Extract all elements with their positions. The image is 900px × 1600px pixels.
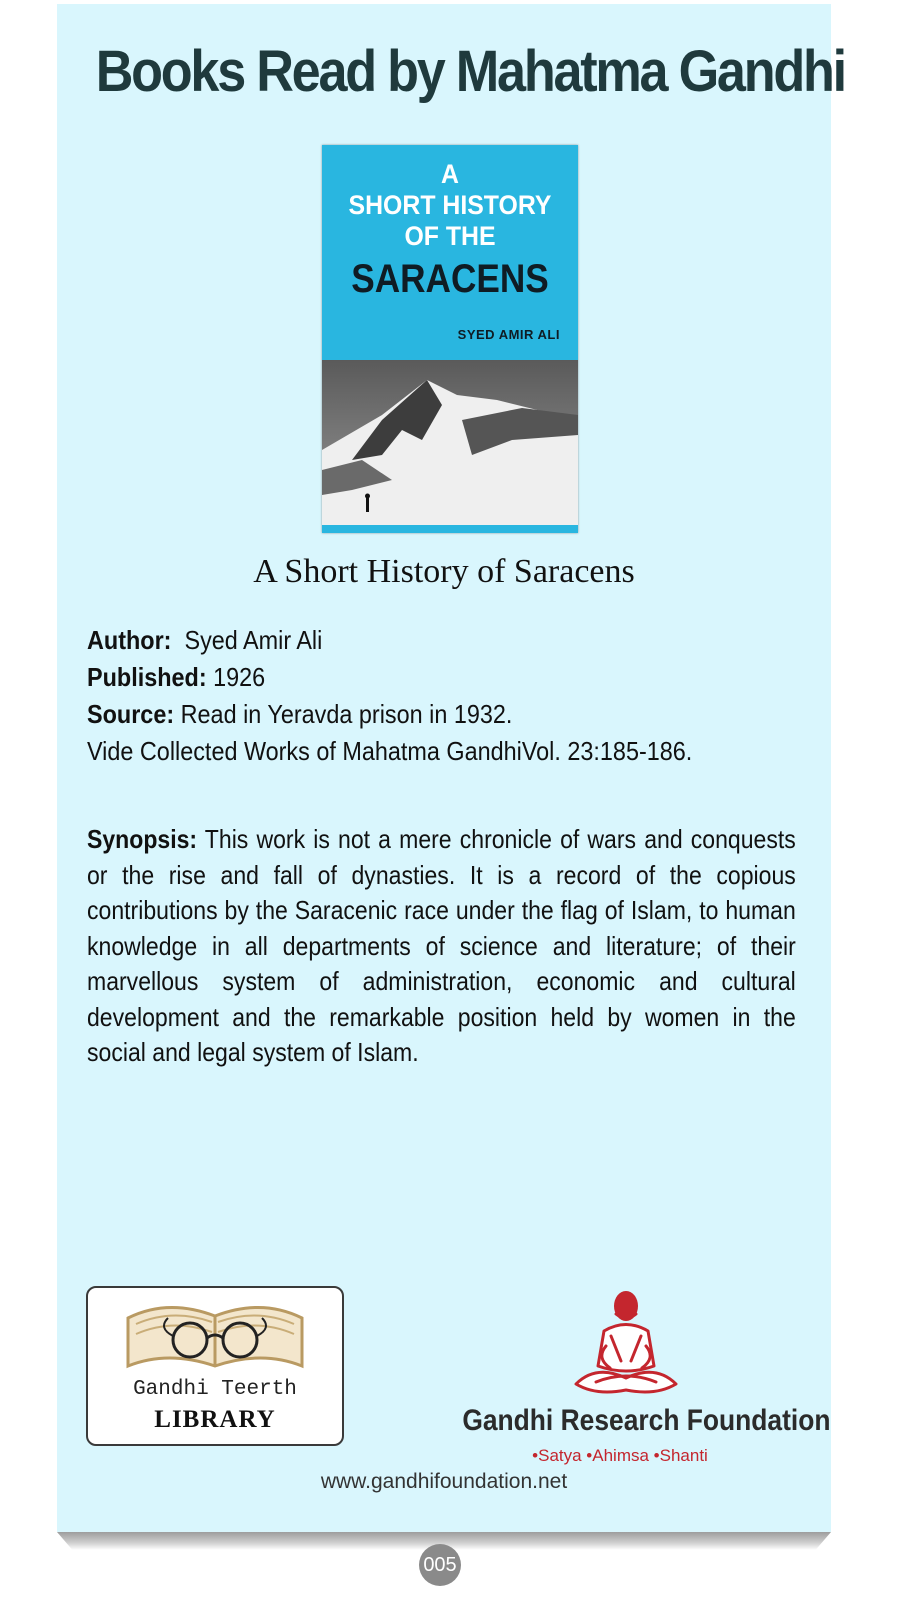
page-title: Books Read by Mahatma Gandhi	[95, 39, 845, 104]
cover-line-a: A	[441, 159, 459, 189]
cover-author: SYED AMIR ALI	[457, 327, 560, 342]
book-metadata	[87, 622, 817, 770]
synopsis-label: Synopsis:	[87, 824, 198, 854]
source-value: Read in Yeravda prison in 1932.	[180, 699, 513, 729]
book-title: A Short History of Saracens	[253, 553, 635, 590]
synopsis-text: This work is not a mere chronicle of wars and conquests or the rise and fall of dynasties. It is a record of the copious contributions by the Saracenic race under the flag of Islam, to human knowledge in all departments of science and literature; of their marvellous system of administration, economic and cultural development and the remarkable position held by women in the social and legal system of Islam.	[87, 824, 796, 1067]
synopsis	[87, 822, 796, 1071]
foundation-name: Gandhi Research Foundation	[462, 1404, 831, 1437]
mountain-photo	[322, 360, 578, 525]
foundation-tagline: •Satya •Ahimsa •Shanti	[532, 1446, 708, 1465]
open-book-glasses-icon	[88, 1288, 342, 1378]
website-link[interactable]: www.gandhifoundation.net	[320, 1470, 568, 1493]
book-cover-image	[322, 145, 578, 533]
cover-line-short-history: SHORT HISTORY	[348, 190, 552, 220]
gandhi-teerth-library-logo	[86, 1286, 344, 1446]
cover-heading	[332, 159, 568, 252]
published-line	[87, 659, 744, 696]
published-label: Published:	[87, 662, 207, 692]
author-line	[87, 622, 744, 659]
source-label: Source:	[87, 699, 175, 729]
cover-line-of-the: OF THE	[404, 221, 496, 251]
gandhi-seated-icon	[566, 1286, 686, 1402]
author-value: Syed Amir Ali	[184, 625, 323, 655]
published-value: 1926	[213, 662, 266, 692]
page-number-badge: 005	[419, 1544, 461, 1586]
cover-main-title: SARACENS	[351, 257, 549, 301]
library-name-line1: Gandhi Teerth	[133, 1378, 297, 1401]
library-name-line2: LIBRARY	[154, 1406, 276, 1433]
source-line	[87, 696, 744, 733]
author-label: Author:	[87, 625, 172, 655]
source-reference: Vide Collected Works of Mahatma GandhiVol. 23:185-186.	[87, 736, 693, 766]
